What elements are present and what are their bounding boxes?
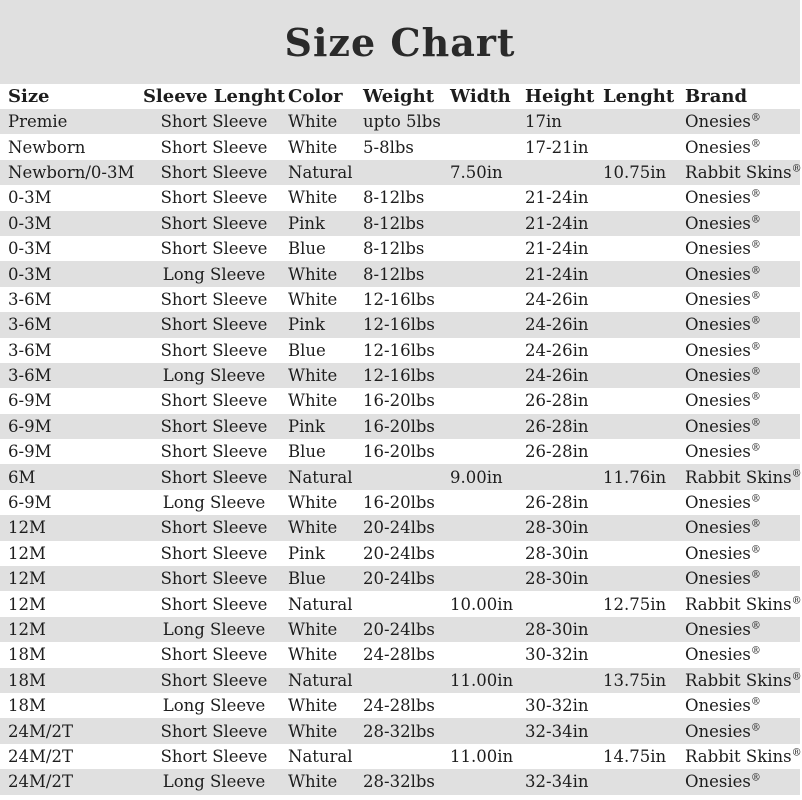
cell-weight: 24-28lbs bbox=[363, 645, 435, 665]
registered-trademark-symbol: ® bbox=[750, 544, 761, 556]
cell-length bbox=[603, 287, 685, 312]
cell-length: 10.75in bbox=[603, 162, 667, 182]
registered-trademark-symbol: ® bbox=[750, 341, 761, 353]
table-row bbox=[0, 439, 800, 464]
cell-sleeve: Long Sleeve bbox=[162, 620, 266, 639]
cell-width bbox=[450, 236, 525, 261]
registered-trademark-symbol: ® bbox=[750, 265, 761, 277]
cell-color: White bbox=[288, 493, 338, 513]
cell-brand: Onesies® bbox=[685, 239, 761, 259]
cell-weight bbox=[363, 464, 450, 489]
registered-trademark-symbol: ® bbox=[750, 366, 761, 378]
cell-sleeve: Short Sleeve bbox=[160, 442, 268, 462]
cell-brand: Onesies® bbox=[685, 137, 761, 157]
cell-size: Premie bbox=[8, 112, 68, 132]
cell-weight bbox=[363, 744, 450, 769]
cell-height: 24-26in bbox=[525, 289, 589, 309]
title-band bbox=[0, 0, 800, 84]
table-row bbox=[0, 464, 800, 489]
cell-brand: Onesies® bbox=[685, 696, 761, 716]
cell-color: Natural bbox=[288, 162, 353, 182]
cell-length: 12.75in bbox=[603, 594, 667, 614]
cell-brand: Onesies® bbox=[685, 645, 761, 665]
table-row bbox=[0, 642, 800, 667]
cell-sleeve: Short Sleeve bbox=[160, 670, 268, 690]
cell-width bbox=[450, 515, 525, 540]
registered-trademark-symbol: ® bbox=[750, 493, 761, 505]
registered-trademark-symbol: ® bbox=[791, 163, 802, 175]
registered-trademark-symbol: ® bbox=[750, 417, 761, 429]
cell-sleeve: Short Sleeve bbox=[160, 188, 268, 208]
table-row bbox=[0, 338, 800, 363]
cell-height: 32-34in bbox=[525, 772, 589, 792]
cell-brand: Onesies® bbox=[685, 543, 761, 563]
cell-weight: 20-24lbs bbox=[363, 620, 435, 639]
cell-height bbox=[525, 668, 603, 693]
cell-size: 6M bbox=[8, 467, 36, 487]
cell-color: Natural bbox=[288, 746, 353, 766]
cell-brand: Rabbit Skins® bbox=[685, 467, 802, 487]
cell-height: 21-24in bbox=[525, 239, 589, 259]
cell-weight bbox=[363, 160, 450, 185]
cell-length bbox=[603, 211, 685, 236]
cell-brand: Onesies® bbox=[685, 620, 761, 639]
cell-size: Newborn/0-3M bbox=[8, 162, 135, 182]
cell-length bbox=[603, 338, 685, 363]
table-body bbox=[0, 109, 800, 795]
registered-trademark-symbol: ® bbox=[750, 188, 761, 200]
cell-height: 32-34in bbox=[525, 721, 589, 741]
cell-width bbox=[450, 490, 525, 515]
cell-size: 3-6M bbox=[8, 340, 52, 360]
cell-color: White bbox=[288, 137, 338, 157]
cell-width: 10.00in bbox=[450, 594, 514, 614]
cell-length bbox=[603, 490, 685, 515]
cell-height bbox=[525, 744, 603, 769]
cell-sleeve: Long Sleeve bbox=[162, 696, 266, 716]
cell-length bbox=[603, 312, 685, 337]
cell-brand: Rabbit Skins® bbox=[685, 746, 802, 766]
cell-color: White bbox=[288, 366, 338, 386]
cell-color: Natural bbox=[288, 594, 353, 614]
cell-weight: 8-12lbs bbox=[363, 239, 425, 259]
cell-width bbox=[450, 693, 525, 718]
table-row bbox=[0, 668, 800, 693]
cell-brand: Onesies® bbox=[685, 518, 761, 538]
cell-sleeve: Short Sleeve bbox=[160, 213, 268, 233]
cell-size: 12M bbox=[8, 569, 46, 589]
table-row bbox=[0, 490, 800, 515]
cell-weight: 12-16lbs bbox=[363, 366, 435, 386]
cell-size: 18M bbox=[8, 670, 46, 690]
cell-color: White bbox=[288, 772, 338, 792]
cell-color: White bbox=[288, 391, 338, 411]
cell-weight: 16-20lbs bbox=[363, 416, 435, 436]
cell-weight: 5-8lbs bbox=[363, 137, 414, 157]
cell-sleeve: Short Sleeve bbox=[160, 340, 268, 360]
cell-height: 26-28in bbox=[525, 416, 589, 436]
cell-sleeve: Short Sleeve bbox=[160, 289, 268, 309]
cell-length: 11.76in bbox=[603, 467, 667, 487]
cell-brand: Rabbit Skins® bbox=[685, 670, 802, 690]
cell-weight: 24-28lbs bbox=[363, 696, 435, 716]
cell-width bbox=[450, 134, 525, 159]
cell-size: 18M bbox=[8, 645, 46, 665]
table-row bbox=[0, 287, 800, 312]
cell-size: 12M bbox=[8, 543, 46, 563]
cell-brand: Onesies® bbox=[685, 315, 761, 335]
table-row bbox=[0, 744, 800, 769]
cell-brand: Onesies® bbox=[685, 416, 761, 436]
cell-brand: Onesies® bbox=[685, 366, 761, 386]
cell-weight: 20-24lbs bbox=[363, 569, 435, 589]
header-row bbox=[0, 84, 800, 109]
table-row bbox=[0, 617, 800, 642]
cell-length bbox=[603, 414, 685, 439]
cell-length bbox=[603, 363, 685, 388]
registered-trademark-symbol: ® bbox=[750, 696, 761, 708]
cell-size: 0-3M bbox=[8, 188, 52, 208]
cell-sleeve: Long Sleeve bbox=[162, 366, 266, 386]
cell-height: 21-24in bbox=[525, 264, 589, 284]
column-header-weight: Weight bbox=[363, 86, 435, 107]
cell-length bbox=[603, 693, 685, 718]
cell-height: 28-30in bbox=[525, 569, 589, 589]
cell-brand: Onesies® bbox=[685, 188, 761, 208]
registered-trademark-symbol: ® bbox=[750, 772, 761, 784]
cell-sleeve: Long Sleeve bbox=[162, 493, 266, 513]
cell-size: 0-3M bbox=[8, 239, 52, 259]
cell-width bbox=[450, 287, 525, 312]
cell-color: Natural bbox=[288, 467, 353, 487]
registered-trademark-symbol: ® bbox=[791, 671, 802, 683]
cell-length bbox=[603, 718, 685, 743]
cell-height: 30-32in bbox=[525, 696, 589, 716]
cell-weight bbox=[363, 668, 450, 693]
cell-length bbox=[603, 541, 685, 566]
cell-color: Blue bbox=[288, 340, 326, 360]
cell-weight: 12-16lbs bbox=[363, 315, 435, 335]
cell-height: 30-32in bbox=[525, 645, 589, 665]
cell-color: White bbox=[288, 264, 338, 284]
cell-brand: Onesies® bbox=[685, 569, 761, 589]
cell-height: 21-24in bbox=[525, 188, 589, 208]
cell-length bbox=[603, 185, 685, 210]
cell-width bbox=[450, 718, 525, 743]
cell-brand: Onesies® bbox=[685, 442, 761, 462]
cell-weight: upto 5lbs bbox=[363, 112, 441, 132]
cell-length bbox=[603, 109, 685, 134]
cell-height: 26-28in bbox=[525, 391, 589, 411]
cell-width bbox=[450, 363, 525, 388]
cell-length bbox=[603, 515, 685, 540]
cell-width bbox=[450, 541, 525, 566]
cell-sleeve: Short Sleeve bbox=[160, 721, 268, 741]
table-row bbox=[0, 261, 800, 286]
cell-size: 24M/2T bbox=[8, 746, 73, 766]
cell-length bbox=[603, 236, 685, 261]
cell-length bbox=[603, 261, 685, 286]
cell-length bbox=[603, 388, 685, 413]
table-header bbox=[0, 84, 800, 109]
cell-brand: Onesies® bbox=[685, 721, 761, 741]
cell-size: 6-9M bbox=[8, 442, 52, 462]
cell-weight bbox=[363, 591, 450, 616]
registered-trademark-symbol: ® bbox=[750, 645, 761, 657]
cell-height: 24-26in bbox=[525, 315, 589, 335]
cell-sleeve: Short Sleeve bbox=[160, 239, 268, 259]
cell-color: Pink bbox=[288, 543, 326, 563]
registered-trademark-symbol: ® bbox=[750, 569, 761, 581]
cell-width bbox=[450, 414, 525, 439]
cell-size: 3-6M bbox=[8, 315, 52, 335]
table-row bbox=[0, 160, 800, 185]
registered-trademark-symbol: ® bbox=[750, 442, 761, 454]
cell-height: 21-24in bbox=[525, 213, 589, 233]
cell-weight: 16-20lbs bbox=[363, 442, 435, 462]
cell-height: 24-26in bbox=[525, 340, 589, 360]
cell-height: 24-26in bbox=[525, 366, 589, 386]
registered-trademark-symbol: ® bbox=[791, 747, 802, 759]
cell-brand: Onesies® bbox=[685, 213, 761, 233]
cell-width bbox=[450, 642, 525, 667]
cell-length bbox=[603, 769, 685, 794]
registered-trademark-symbol: ® bbox=[750, 112, 761, 124]
cell-length bbox=[603, 617, 685, 642]
cell-brand: Onesies® bbox=[685, 340, 761, 360]
registered-trademark-symbol: ® bbox=[750, 391, 761, 403]
cell-height bbox=[525, 160, 603, 185]
cell-brand: Onesies® bbox=[685, 772, 761, 792]
cell-color: Blue bbox=[288, 239, 326, 259]
cell-length: 14.75in bbox=[603, 746, 667, 766]
table-row bbox=[0, 414, 800, 439]
cell-color: Blue bbox=[288, 569, 326, 589]
cell-sleeve: Short Sleeve bbox=[160, 137, 268, 157]
table-row bbox=[0, 363, 800, 388]
registered-trademark-symbol: ® bbox=[750, 138, 761, 150]
cell-size: 3-6M bbox=[8, 289, 52, 309]
table-row bbox=[0, 515, 800, 540]
registered-trademark-symbol: ® bbox=[750, 722, 761, 734]
cell-size: 12M bbox=[8, 518, 46, 538]
cell-width bbox=[450, 769, 525, 794]
table-row bbox=[0, 769, 800, 794]
cell-brand: Onesies® bbox=[685, 391, 761, 411]
column-header-size: Size bbox=[8, 86, 50, 107]
cell-width bbox=[450, 261, 525, 286]
cell-color: Natural bbox=[288, 670, 353, 690]
cell-sleeve: Short Sleeve bbox=[160, 569, 268, 589]
cell-width bbox=[450, 109, 525, 134]
cell-color: White bbox=[288, 112, 338, 132]
table-row bbox=[0, 236, 800, 261]
cell-brand: Onesies® bbox=[685, 112, 761, 132]
cell-length bbox=[603, 134, 685, 159]
table-row bbox=[0, 109, 800, 134]
cell-size: 24M/2T bbox=[8, 721, 73, 741]
cell-sleeve: Short Sleeve bbox=[160, 112, 268, 132]
cell-sleeve: Short Sleeve bbox=[160, 518, 268, 538]
cell-sleeve: Long Sleeve bbox=[162, 772, 266, 792]
column-header-brand: Brand bbox=[685, 86, 748, 107]
table-row bbox=[0, 388, 800, 413]
registered-trademark-symbol: ® bbox=[750, 620, 761, 632]
cell-length bbox=[603, 642, 685, 667]
cell-color: Pink bbox=[288, 213, 326, 233]
cell-size: 0-3M bbox=[8, 264, 52, 284]
cell-weight: 16-20lbs bbox=[363, 391, 435, 411]
registered-trademark-symbol: ® bbox=[791, 595, 802, 607]
cell-size: 12M bbox=[8, 620, 46, 639]
cell-width bbox=[450, 566, 525, 591]
cell-weight: 16-20lbs bbox=[363, 493, 435, 513]
cell-sleeve: Short Sleeve bbox=[160, 162, 268, 182]
cell-height bbox=[525, 591, 603, 616]
cell-sleeve: Short Sleeve bbox=[160, 645, 268, 665]
cell-size: 6-9M bbox=[8, 416, 52, 436]
cell-brand: Rabbit Skins® bbox=[685, 594, 802, 614]
cell-height: 28-30in bbox=[525, 620, 589, 639]
cell-height: 28-30in bbox=[525, 543, 589, 563]
cell-weight: 8-12lbs bbox=[363, 213, 425, 233]
column-header-width: Width bbox=[450, 86, 511, 107]
cell-width: 7.50in bbox=[450, 162, 503, 182]
cell-height: 26-28in bbox=[525, 442, 589, 462]
cell-color: White bbox=[288, 289, 338, 309]
table-row bbox=[0, 591, 800, 616]
cell-width bbox=[450, 312, 525, 337]
cell-color: White bbox=[288, 721, 338, 741]
cell-size: 0-3M bbox=[8, 213, 52, 233]
cell-color: White bbox=[288, 518, 338, 538]
cell-brand: Onesies® bbox=[685, 289, 761, 309]
cell-width bbox=[450, 388, 525, 413]
cell-sleeve: Short Sleeve bbox=[160, 391, 268, 411]
column-header-color: Color bbox=[288, 86, 343, 107]
cell-sleeve: Short Sleeve bbox=[160, 315, 268, 335]
cell-weight: 28-32lbs bbox=[363, 772, 435, 792]
cell-weight: 12-16lbs bbox=[363, 340, 435, 360]
cell-width: 11.00in bbox=[450, 670, 514, 690]
cell-length bbox=[603, 566, 685, 591]
cell-size: 18M bbox=[8, 696, 46, 716]
cell-size: 6-9M bbox=[8, 391, 52, 411]
cell-sleeve: Short Sleeve bbox=[160, 543, 268, 563]
cell-weight: 8-12lbs bbox=[363, 188, 425, 208]
cell-weight: 28-32lbs bbox=[363, 721, 435, 741]
cell-height: 17-21in bbox=[525, 137, 589, 157]
column-header-length: Lenght bbox=[603, 86, 675, 107]
cell-color: White bbox=[288, 620, 338, 639]
cell-weight: 20-24lbs bbox=[363, 543, 435, 563]
cell-width bbox=[450, 185, 525, 210]
cell-size: 3-6M bbox=[8, 366, 52, 386]
cell-size: 12M bbox=[8, 594, 46, 614]
column-header-height: Height bbox=[525, 86, 595, 107]
table-row bbox=[0, 312, 800, 337]
registered-trademark-symbol: ® bbox=[750, 214, 761, 226]
cell-size: Newborn bbox=[8, 137, 86, 157]
table-row bbox=[0, 566, 800, 591]
table-row bbox=[0, 541, 800, 566]
cell-width bbox=[450, 338, 525, 363]
registered-trademark-symbol: ® bbox=[750, 290, 761, 302]
cell-width: 9.00in bbox=[450, 467, 503, 487]
column-header-sleeve: Sleeve Lenght bbox=[142, 86, 286, 107]
registered-trademark-symbol: ® bbox=[791, 468, 802, 480]
cell-color: White bbox=[288, 188, 338, 208]
cell-weight: 8-12lbs bbox=[363, 264, 425, 284]
table-row bbox=[0, 718, 800, 743]
cell-brand: Onesies® bbox=[685, 264, 761, 284]
registered-trademark-symbol: ® bbox=[750, 315, 761, 327]
cell-length bbox=[603, 439, 685, 464]
cell-width bbox=[450, 211, 525, 236]
cell-height: 17in bbox=[525, 112, 562, 132]
cell-color: Pink bbox=[288, 416, 326, 436]
cell-color: Blue bbox=[288, 442, 326, 462]
cell-sleeve: Short Sleeve bbox=[160, 467, 268, 487]
registered-trademark-symbol: ® bbox=[750, 518, 761, 530]
cell-weight: 20-24lbs bbox=[363, 518, 435, 538]
cell-width bbox=[450, 439, 525, 464]
cell-color: White bbox=[288, 645, 338, 665]
cell-sleeve: Long Sleeve bbox=[162, 264, 266, 284]
cell-size: 24M/2T bbox=[8, 772, 73, 792]
page-title: Size Chart bbox=[284, 19, 516, 65]
cell-brand: Onesies® bbox=[685, 493, 761, 513]
cell-color: Pink bbox=[288, 315, 326, 335]
cell-height: 26-28in bbox=[525, 493, 589, 513]
cell-sleeve: Short Sleeve bbox=[160, 746, 268, 766]
cell-color: White bbox=[288, 696, 338, 716]
table-row bbox=[0, 693, 800, 718]
cell-length: 13.75in bbox=[603, 670, 667, 690]
cell-height: 28-30in bbox=[525, 518, 589, 538]
table-row bbox=[0, 134, 800, 159]
size-chart-table bbox=[0, 84, 800, 795]
cell-weight: 12-16lbs bbox=[363, 289, 435, 309]
cell-height bbox=[525, 464, 603, 489]
cell-size: 6-9M bbox=[8, 493, 52, 513]
cell-sleeve: Short Sleeve bbox=[160, 416, 268, 436]
cell-width bbox=[450, 617, 525, 642]
cell-brand: Rabbit Skins® bbox=[685, 162, 802, 182]
cell-width: 11.00in bbox=[450, 746, 514, 766]
registered-trademark-symbol: ® bbox=[750, 239, 761, 251]
table-row bbox=[0, 211, 800, 236]
cell-sleeve: Short Sleeve bbox=[160, 594, 268, 614]
table-row bbox=[0, 185, 800, 210]
